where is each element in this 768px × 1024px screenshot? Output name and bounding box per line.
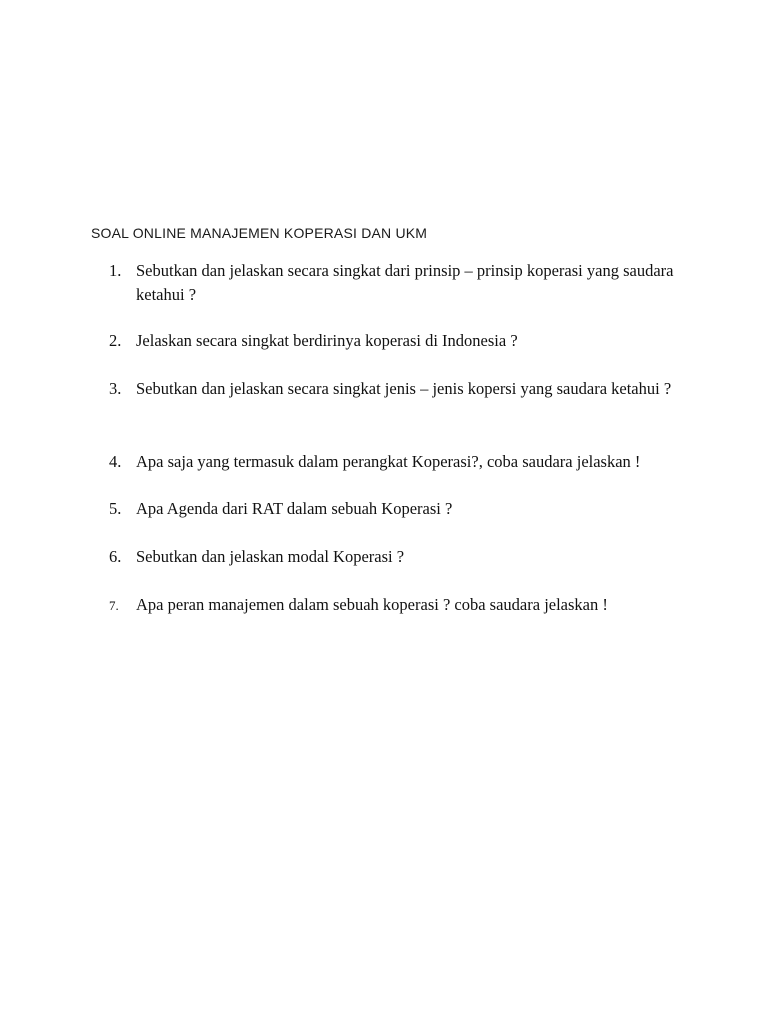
question-text: Sebutkan dan jelaskan secara singkat jenis – jenis kopersi yang saudara ketahui ? [136, 379, 672, 398]
question-number: 4. [109, 452, 122, 471]
question-number: 3. [109, 379, 122, 398]
question-number: 6. [109, 547, 122, 566]
question-text: Sebutkan dan jelaskan secara singkat dari prinsip – prinsip koperasi yang saudara ketahui ? [136, 261, 674, 304]
question-item [109, 450, 689, 474]
question-text: Apa saja yang termasuk dalam perangkat Koperasi?, coba saudara jelaskan ! [136, 452, 641, 471]
question-number: 7. [109, 598, 119, 613]
question-item [109, 545, 689, 569]
question-number: 1. [109, 261, 122, 280]
question-text: Apa peran manajemen dalam sebuah koperasi ? coba saudara jelaskan ! [136, 595, 608, 614]
question-text: Sebutkan dan jelaskan modal Koperasi ? [136, 547, 405, 566]
question-item [109, 329, 689, 353]
document-title: SOAL ONLINE MANAJEMEN KOPERASI DAN UKM [91, 225, 428, 241]
question-number: 5. [109, 499, 122, 518]
question-item [109, 259, 689, 307]
question-item [109, 497, 689, 521]
question-item [109, 593, 689, 617]
question-item [109, 377, 689, 401]
question-text: Apa Agenda dari RAT dalam sebuah Koperasi ? [136, 499, 453, 518]
question-text: Jelaskan secara singkat berdirinya koperasi di Indonesia ? [136, 331, 518, 350]
question-number: 2. [109, 331, 122, 350]
